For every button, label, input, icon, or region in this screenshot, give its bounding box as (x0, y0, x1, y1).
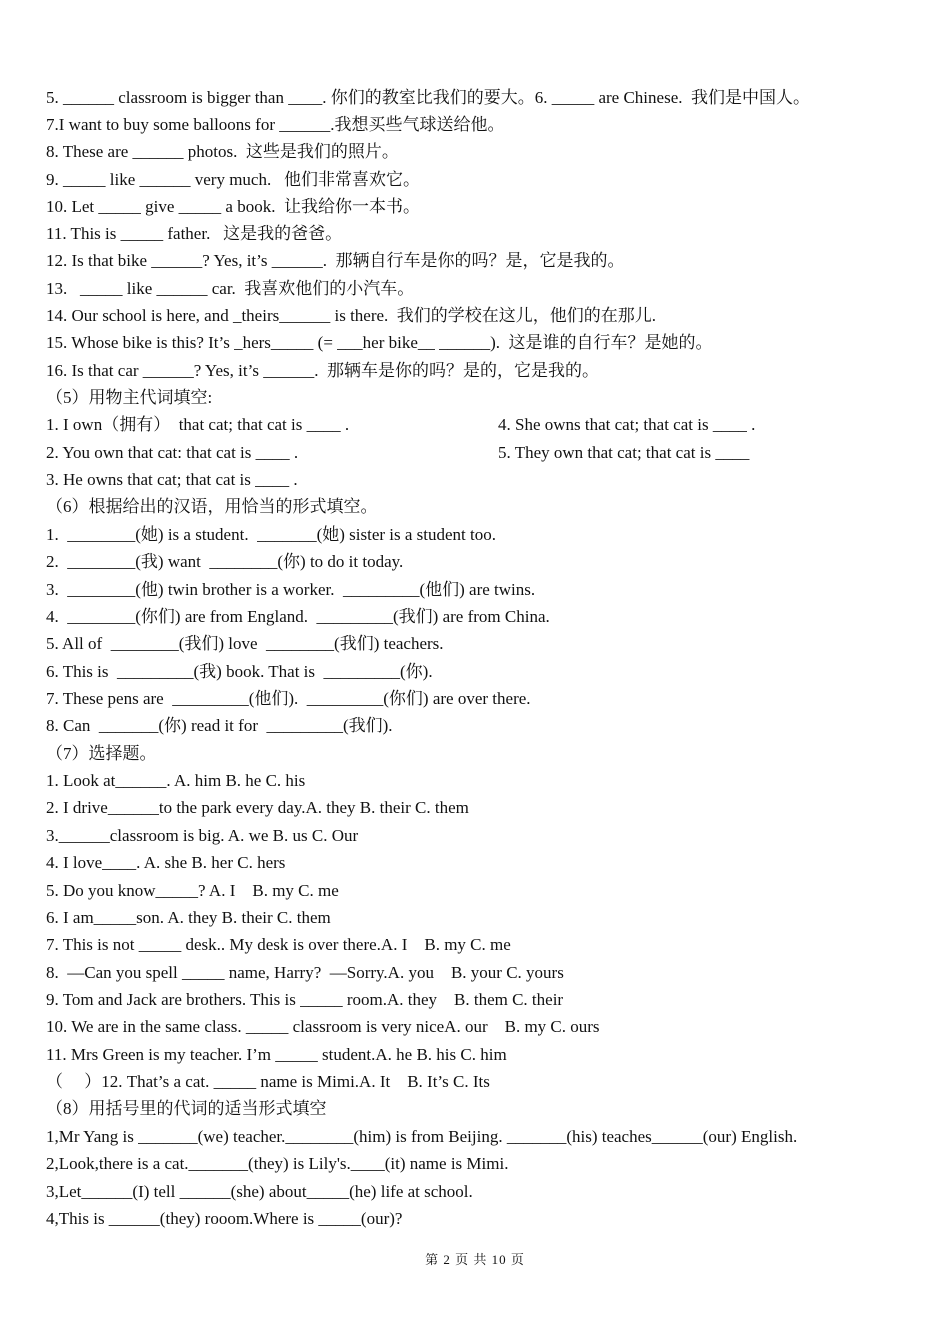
exercise-line: 10. Let _____ give _____ a book. 让我给你一本书。 (46, 197, 420, 216)
exercise-line: （ ）12. That’s a cat. _____ name is Mimi.A. It B. It’s C. Its (46, 1072, 490, 1091)
exercise-line: 3. He owns that cat; that cat is ____ . (46, 470, 298, 489)
exercise-line: 5. They own that cat; that cat is ____ (498, 443, 750, 462)
exercise-line: 4. She owns that cat; that cat is ____ . (498, 415, 756, 434)
exercise-line: 9. _____ like ______ very much. 他们非常喜欢它。 (46, 170, 420, 189)
exercise-line: 3,Let______(I) tell ______(she) about_____(he) life at school. (46, 1182, 473, 1201)
page-footer: 第 2 页 共 10 页 (425, 1252, 525, 1267)
exercise-line: 4. ________(你们) are from England. _________(我们) are from China. (46, 607, 550, 626)
section-heading: （5）用物主代词填空: (46, 388, 213, 407)
exercise-line: 3. ________(他) twin brother is a worker. _________(他们) are twins. (46, 580, 536, 599)
exercise-line: 5. All of ________(我们) love ________(我们) teachers. (46, 634, 444, 653)
exercise-line: 4,This is ______(they) rooom.Where is _____(our)? (46, 1209, 403, 1228)
exercise-line: 7. This is not _____ desk.. My desk is over there.A. I B. my C. me (46, 935, 511, 954)
exercise-line: 2. ________(我) want ________(你) to do it today. (46, 552, 404, 571)
exercise-line: 15. Whose bike is this? It’s _hers_____ (= ___her bike__ ______). 这是谁的自行车？是她的。 (46, 333, 713, 352)
exercise-line: 5. Do you know_____? A. I B. my C. me (46, 881, 339, 900)
exercise-line: 14. Our school is here, and _theirs______ is there. 我们的学校在这儿，他们的在那儿. (46, 306, 657, 325)
exercise-line: 6. I am_____son. A. they B. their C. them (46, 908, 331, 927)
exercise-line: 13. _____ like ______ car. 我喜欢他们的小汽车。 (46, 279, 415, 298)
exercise-line: 7. These pens are _________(他们). _________(你们) are over there. (46, 689, 531, 708)
exercise-line: 4. I love____. A. she B. her C. hers (46, 853, 286, 872)
exercise-line: 3.______classroom is big. A. we B. us C. Our (46, 826, 359, 845)
exercise-line: 2. I drive______to the park every day.A. they B. their C. them (46, 798, 469, 817)
section-heading: （7）选择题。 (46, 744, 157, 763)
exercise-line: 2,Look,there is a cat._______(they) is Lily's.____(it) name is Mimi. (46, 1154, 509, 1173)
exercise-line: 16. Is that car ______? Yes, it’s ______. 那辆车是你的吗？是的，它是我的。 (46, 361, 599, 380)
exercise-line: 6. This is _________(我) book. That is _________(你). (46, 662, 433, 681)
exercise-line: 7.I want to buy some balloons for ______.我想买些气球送给他。 (46, 115, 505, 134)
exercise-line: 1. I own（拥有） that cat; that cat is ____ . (46, 415, 350, 434)
section-heading: （8）用括号里的代词的适当形式填空 (46, 1099, 327, 1118)
exercise-line: 8. These are ______ photos. 这些是我们的照片。 (46, 142, 399, 161)
exercise-line: 2. You own that cat: that cat is ____ . (46, 443, 299, 462)
exercise-line: 10. We are in the same class. _____ classroom is very niceA. our B. my C. ours (46, 1017, 600, 1036)
exercise-line: 5. ______ classroom is bigger than ____. 你们的教室比我们的要大。6. _____ are Chinese. 我们是中国人。 (46, 88, 810, 107)
exercise-line: 12. Is that bike ______? Yes, it’s ______. 那辆自行车是你的吗？是，它是我的。 (46, 251, 625, 270)
exercise-line: 11. Mrs Green is my teacher. I’m _____ student.A. he B. his C. him (46, 1045, 507, 1064)
exercise-line: 11. This is _____ father. 这是我的爸爸。 (46, 224, 343, 243)
exercise-line: 1. Look at______. A. him B. he C. his (46, 771, 306, 790)
exercise-line: 8. —Can you spell _____ name, Harry? —Sorry.A. you B. your C. yours (46, 963, 564, 982)
section-heading: （6）根据给出的汉语，用恰当的形式填空。 (46, 497, 378, 516)
exercise-line: 8. Can _______(你) read it for _________(我们). (46, 716, 393, 735)
exercise-line: 1,Mr Yang is _______(we) teacher.________(him) is from Beijing. _______(his) teaches______(our) English. (46, 1127, 798, 1146)
exercise-line: 9. Tom and Jack are brothers. This is _____ room.A. they B. them C. their (46, 990, 564, 1009)
exercise-line: 1. ________(她) is a student. _______(她) sister is a student too. (46, 525, 496, 544)
